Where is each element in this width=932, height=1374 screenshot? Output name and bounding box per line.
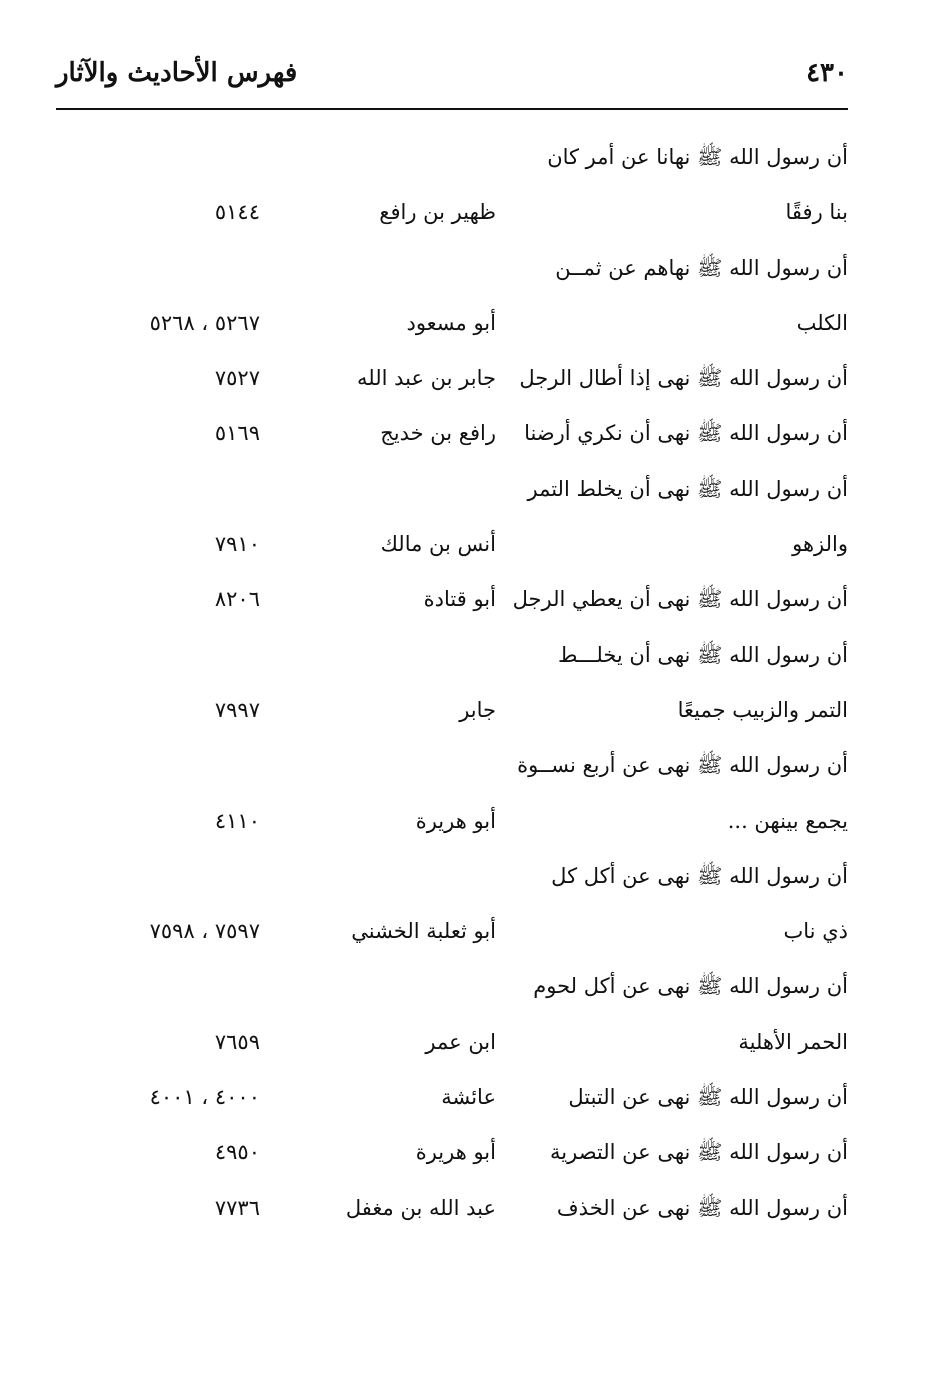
hadith-text: أن رسول الله ﷺ نهى عن أربع نســوة — [517, 753, 848, 778]
page-title: فهرس الأحاديث والآثار — [56, 58, 298, 88]
narrator-name: أبو هريرة — [415, 808, 496, 833]
page-number: ٤٣٠ — [806, 58, 848, 88]
narrator-name: عبد الله بن مغفل — [345, 1195, 496, 1220]
hadith-number: ٥١٦٩ — [214, 421, 260, 446]
hadith-number: ٧٧٣٦ — [214, 1195, 260, 1220]
hadith-text: أن رسول الله ﷺ نهاهم عن ثمــن — [555, 255, 848, 280]
index-row — [56, 1125, 848, 1180]
index-row — [56, 959, 848, 1014]
index-row — [56, 351, 848, 406]
narrator-name: أبو مسعود — [406, 310, 496, 335]
index-row — [56, 1181, 848, 1236]
hadith-text: والزهو — [792, 532, 848, 557]
index-row — [56, 794, 848, 849]
index-row — [56, 185, 848, 240]
narrator-name: ظهير بن رافع — [379, 200, 496, 225]
hadith-number: ٧٩١٠ — [214, 532, 260, 557]
hadith-text: أن رسول الله ﷺ نهى أن نكري أرضنا — [524, 421, 848, 446]
narrator-name: ابن عمر — [425, 1029, 496, 1054]
hadith-text: أن رسول الله ﷺ نهى عن التصرية — [550, 1140, 848, 1165]
narrator-name: أبو هريرة — [415, 1140, 496, 1165]
header-divider — [56, 108, 848, 110]
hadith-number: ٤٩٥٠ — [214, 1140, 260, 1165]
index-row — [56, 738, 848, 793]
page-header — [56, 58, 848, 98]
narrator-name: أنس بن مالك — [380, 532, 496, 557]
hadith-text: يجمع بينهن ... — [727, 808, 848, 833]
index-row — [56, 849, 848, 904]
hadith-number: ٧٥٩٧ ، ٧٥٩٨ — [149, 919, 260, 944]
hadith-number: ٧٦٥٩ — [214, 1029, 260, 1054]
index-row — [56, 572, 848, 627]
index-row — [56, 241, 848, 296]
hadith-text: أن رسول الله ﷺ نهى عن أكل كل — [551, 863, 848, 888]
index-row — [56, 517, 848, 572]
index-row — [56, 683, 848, 738]
index-row — [56, 296, 848, 351]
narrator-name: أبو ثعلبة الخشني — [351, 919, 496, 944]
hadith-text: أن رسول الله ﷺ نهى أن يعطي الرجل — [512, 587, 848, 612]
hadith-text: أن رسول الله ﷺ نهى أن يخلـــط — [558, 642, 848, 667]
hadith-text: أن رسول الله ﷺ نهى إذا أطال الرجل — [519, 366, 848, 391]
narrator-name: جابر — [459, 697, 496, 722]
hadith-text: الحمر الأهلية — [738, 1029, 848, 1054]
hadith-text: التمر والزبيب جميعًا — [677, 697, 848, 722]
hadith-text: أن رسول الله ﷺ نهانا عن أمر كان — [547, 145, 848, 169]
index-row — [56, 1015, 848, 1070]
hadith-text: أن رسول الله ﷺ نهى عن الخذف — [556, 1195, 848, 1220]
hadith-text: ذي ناب — [783, 919, 848, 944]
index-row — [56, 628, 848, 683]
hadith-number: ٤٠٠٠ ، ٤٠٠١ — [149, 1085, 260, 1110]
index-row — [56, 1070, 848, 1125]
hadith-index-list — [56, 130, 848, 1236]
hadith-text: أن رسول الله ﷺ نهى عن التبتل — [568, 1085, 848, 1110]
hadith-number: ٧٩٩٧ — [214, 697, 260, 722]
hadith-text: الكلب — [796, 310, 848, 335]
hadith-number: ٤١١٠ — [214, 808, 260, 833]
hadith-number: ٥١٤٤ — [214, 200, 260, 225]
index-row — [56, 406, 848, 461]
hadith-text: أن رسول الله ﷺ نهى أن يخلط التمر — [527, 476, 848, 501]
narrator-name: رافع بن خديج — [380, 421, 496, 446]
narrator-name: أبو قتادة — [423, 587, 496, 612]
hadith-text: أن رسول الله ﷺ نهى عن أكل لحوم — [533, 974, 848, 999]
index-row — [56, 462, 848, 517]
hadith-text: بنا رفقًا — [785, 200, 848, 225]
narrator-name: جابر بن عبد الله — [356, 366, 496, 391]
index-row — [56, 130, 848, 185]
index-row — [56, 904, 848, 959]
hadith-number: ٧٥٢٧ — [214, 366, 260, 391]
narrator-name: عائشة — [441, 1085, 496, 1110]
hadith-number: ٨٢٠٦ — [214, 587, 260, 612]
hadith-number: ٥٢٦٧ ، ٥٢٦٨ — [149, 310, 260, 335]
